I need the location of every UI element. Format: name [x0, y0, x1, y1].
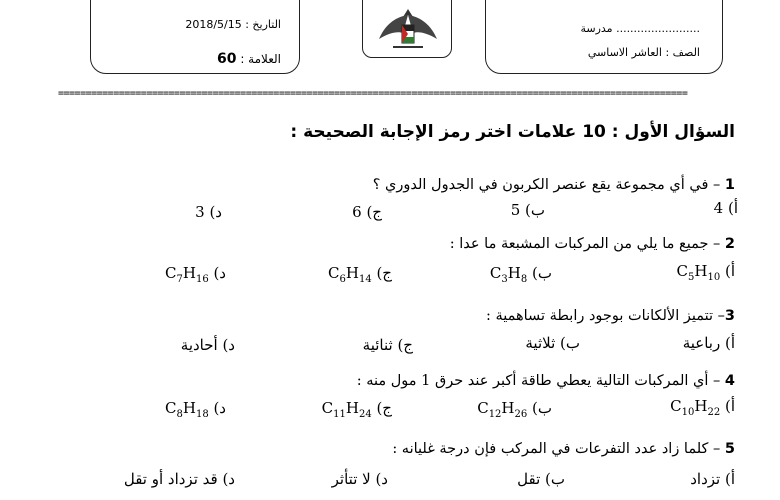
q1-option-b: ب) 5: [510, 201, 545, 219]
q3-option-c: ج) ثنائية: [362, 336, 413, 354]
q4-option-a: أ) $C_{10}H_{22}$: [670, 397, 735, 418]
question-4: [357, 373, 735, 389]
question-text: – في أي مجموعة يقع عنصر الكربون في الجدول الدوري ؟: [372, 177, 725, 193]
question-3: [486, 308, 735, 324]
exam-mark: [217, 51, 281, 67]
q4-option-b: ب) $C_{12}H_{26}$: [477, 399, 552, 420]
q3-option-b: ب) ثلاثية: [525, 334, 580, 352]
palestine-eagle-emblem-icon: [375, 3, 441, 55]
exam-mark-label: العلامة :: [240, 52, 281, 66]
q1-option-d: د) 3: [195, 203, 222, 221]
question-number: 5: [724, 441, 735, 457]
q5-option-c: د) لا تتأثر: [331, 470, 388, 488]
question-number: 2: [724, 236, 735, 252]
question-2: [450, 236, 735, 252]
q3-option-d: د) أحادية: [180, 336, 235, 354]
q2-option-b: ب) $C_3H_8$: [489, 264, 552, 285]
question-number: 4: [724, 373, 735, 389]
emblem-box: [362, 0, 452, 58]
q1-option-a: أ) 4: [713, 199, 738, 217]
section-heading: السؤال الأول : 10 علامات اختر رمز الإجابة الصحيحة :: [290, 122, 735, 142]
q3-option-a: أ) رباعية: [682, 334, 735, 352]
separator-line: ==================================================================================================================: [58, 88, 688, 99]
question-text: – كلما زاد عدد التفرعات في المركب فإن درجة غليانه :: [392, 441, 725, 457]
q5-option-d: د) قد تزداد أو تقل: [123, 470, 235, 488]
question-5: [392, 441, 735, 457]
q2-option-c: ج) $C_6H_{14}$: [328, 264, 392, 285]
q1-option-c: ج) 6: [352, 203, 382, 221]
question-text: – تتميز الألكانات بوجود رابطة تساهمية :: [485, 308, 725, 324]
question-number: 3: [724, 308, 735, 324]
q2-option-a: أ) $C_5H_{10}$: [676, 262, 735, 283]
exam-date: التاريخ : 2018/5/15: [185, 18, 281, 31]
question-text: – أي المركبات التالية يعطي طاقة أكبر عند حرق 1 مول منه :: [356, 373, 725, 389]
exam-mark-value: 60: [217, 51, 237, 67]
exam-info-box-left: [90, 0, 300, 74]
q4-option-d: د) $C_8H_{18}$: [165, 399, 226, 420]
q5-option-a: أ) تزداد: [690, 470, 735, 488]
question-number: 1: [724, 177, 735, 193]
school-name-line: ........................ مدرسة: [580, 22, 700, 35]
question-text: – جميع ما يلي من المركبات المشبعة ما عدا :: [449, 236, 725, 252]
q5-option-b: ب) تقل: [517, 470, 565, 488]
q2-option-d: د) $C_7H_{16}$: [165, 264, 226, 285]
exam-info-box-right: [485, 0, 723, 74]
q4-option-c: ج) $C_{11}H_{24}$: [321, 399, 392, 420]
question-1: [373, 177, 735, 193]
grade-line: الصف : العاشر الاساسي: [587, 46, 700, 59]
